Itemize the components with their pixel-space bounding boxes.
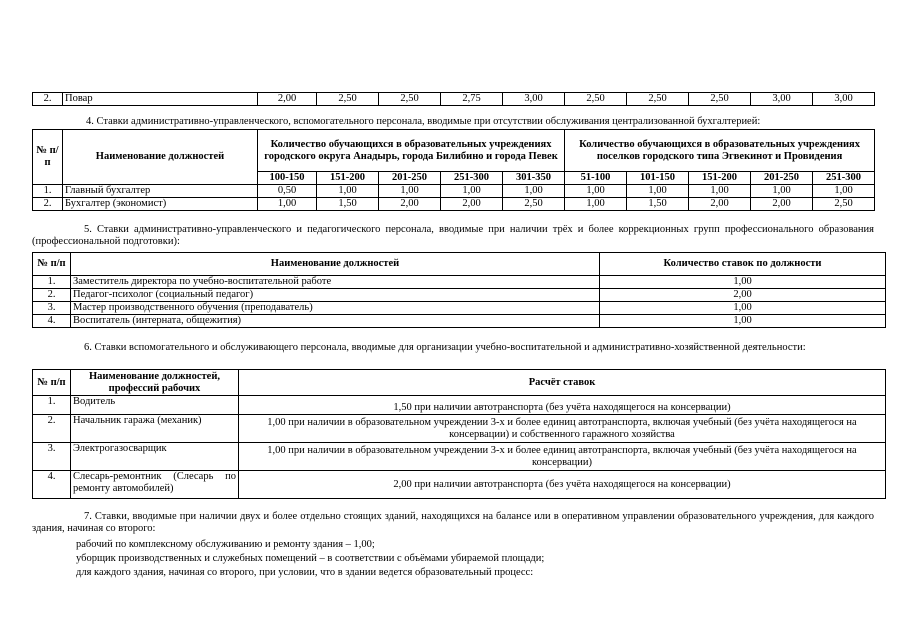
row-number: 4.: [33, 471, 71, 499]
rate-cell: 2,50: [689, 93, 751, 106]
rate-cell: 1,00: [379, 185, 441, 198]
header-range: 51-100: [565, 172, 627, 185]
header-group-city: Количество обучающихся в образовательных учреждениях городского округа Анадырь, города Билибино и города Певек: [258, 130, 565, 172]
position-name: Воспитатель (интерната, общежития): [71, 315, 600, 328]
header-range: 151-200: [689, 172, 751, 185]
row-number: 2.: [33, 93, 63, 106]
table-accounting-staff: [32, 129, 875, 211]
rate-cell: 1,00: [813, 185, 875, 198]
header-range: 151-200: [317, 172, 379, 185]
header-range: 251-300: [441, 172, 503, 185]
position-name: Электрогазосварщик: [71, 443, 239, 471]
rate-cell: 1,00: [751, 185, 813, 198]
row-number: 3.: [33, 302, 71, 315]
rate-cell: 2,50: [317, 93, 379, 106]
header-quantity: Количество ставок по должности: [600, 253, 886, 276]
header-position: Наименование должностей, профессий рабочих: [71, 370, 239, 396]
position-name: Начальник гаража (механик): [71, 415, 239, 443]
rate-cell: 2,00: [258, 93, 317, 106]
calculation-cell: 1,00 при наличии в образовательном учреждении 3-х и более единиц автотранспорта, включая учебный (без учёта находящегося на консервации) и собственного гаражного хозяйства: [239, 415, 886, 443]
rate-cell: 3,00: [503, 93, 565, 106]
table-continued: [32, 92, 875, 106]
rate-cell: 2,00: [689, 198, 751, 211]
header-range: 201-250: [379, 172, 441, 185]
rate-cell: 2,75: [441, 93, 503, 106]
table-row: [33, 289, 886, 302]
header-range: 301-350: [503, 172, 565, 185]
calculation-cell: 1,50 при наличии автотранспорта (без учёта находящегося на консервации): [239, 396, 886, 415]
table-row: [33, 315, 886, 328]
row-number: 2.: [33, 415, 71, 443]
row-number: 1.: [33, 396, 71, 415]
rate-cell: 1,00: [258, 198, 317, 211]
table-row: [33, 185, 875, 198]
position-name: Повар: [63, 93, 258, 106]
quantity-cell: 1,00: [600, 276, 886, 289]
section-7-item: для каждого здания, начиная со второго, при условии, что в здании ведется образовательный процесс:: [76, 567, 534, 578]
row-number: 2.: [33, 289, 71, 302]
rate-cell: 2,50: [813, 198, 875, 211]
header-range: 201-250: [751, 172, 813, 185]
header-range: 100-150: [258, 172, 317, 185]
header-number: № п/п: [33, 370, 71, 396]
table-row: [33, 415, 886, 443]
rate-cell: 2,50: [565, 93, 627, 106]
table-header-row: [33, 370, 886, 396]
table-correction-groups: [32, 252, 886, 328]
rate-cell: 3,00: [751, 93, 813, 106]
rate-cell: 2,00: [379, 198, 441, 211]
table-header-row: [33, 253, 886, 276]
header-number: № п/п: [33, 253, 71, 276]
table-row: [33, 471, 886, 499]
section-7-item: уборщик производственных и служебных помещений – в соответствии с объёмами убираемой площади;: [76, 553, 545, 564]
table-row: [33, 396, 886, 415]
section-5-title: 5. Ставки административно-управленческого и педагогического персонала, вводимые при наличии трёх и более коррекционных групп профессионального образования (профессиональной подготовки):: [32, 224, 874, 247]
rate-cell: 2,50: [627, 93, 689, 106]
rate-cell: 2,50: [503, 198, 565, 211]
rate-cell: 1,00: [317, 185, 379, 198]
row-number: 1.: [33, 276, 71, 289]
rate-cell: 2,00: [441, 198, 503, 211]
header-position: Наименование должностей: [71, 253, 600, 276]
rate-cell: 1,50: [627, 198, 689, 211]
position-name: Главный бухгалтер: [63, 185, 258, 198]
calculation-cell: 2,00 при наличии автотранспорта (без учёта находящегося на консервации): [239, 471, 886, 499]
table-row: [33, 276, 886, 289]
rate-cell: 3,00: [813, 93, 875, 106]
header-range: 101-150: [627, 172, 689, 185]
rate-cell: 1,00: [503, 185, 565, 198]
rate-cell: 0,50: [258, 185, 317, 198]
table-row: [33, 443, 886, 471]
row-number: 4.: [33, 315, 71, 328]
position-name: Мастер производственного обучения (преподаватель): [71, 302, 600, 315]
section-6-title: 6. Ставки вспомогательного и обслуживающего персонала, вводимые для организации учебно-воспитательной и административно-хозяйственной деятельности:: [84, 342, 806, 353]
calculation-cell: 1,00 при наличии в образовательном учреждении 3-х и более единиц автотранспорта, включая учебный (без учёта находящегося на консервации): [239, 443, 886, 471]
table-row: [33, 93, 875, 106]
row-number: 1.: [33, 185, 63, 198]
quantity-cell: 2,00: [600, 289, 886, 302]
table-row: [33, 302, 886, 315]
rate-cell: 1,00: [689, 185, 751, 198]
rate-cell: 2,00: [751, 198, 813, 211]
header-group-settlements: Количество обучающихся в образовательных учреждениях поселков городского типа Эгвекинот и Провидения: [565, 130, 875, 172]
position-name: Педагог-психолог (социальный педагог): [71, 289, 600, 302]
quantity-cell: 1,00: [600, 302, 886, 315]
header-number: № п/п: [33, 130, 63, 185]
section-4-title: 4. Ставки административно-управленческого, вспомогательного персонала, вводимые при отсутствии обслуживания централизованной бухгалтерией:: [86, 116, 761, 127]
position-name: Заместитель директора по учебно-воспитательной работе: [71, 276, 600, 289]
rate-cell: 2,50: [379, 93, 441, 106]
header-range: 251-300: [813, 172, 875, 185]
table-header-row: [33, 130, 875, 172]
section-7-title: 7. Ставки, вводимые при наличии двух и более отдельно стоящих зданий, находящихся на балансе или в оперативном управлении образовательного учреждения, для каждого здания, начиная со второго:: [32, 511, 874, 534]
rate-cell: 1,00: [441, 185, 503, 198]
quantity-cell: 1,00: [600, 315, 886, 328]
section-7-item: рабочий по комплексному обслуживанию и ремонту здания – 1,00;: [76, 539, 375, 550]
row-number: 2.: [33, 198, 63, 211]
row-number: 3.: [33, 443, 71, 471]
position-name: Слесарь-ремонтник (Слесарь по ремонту автомобилей): [71, 471, 239, 499]
header-position: Наименование должностей: [63, 130, 258, 185]
rate-cell: 1,50: [317, 198, 379, 211]
position-name: Водитель: [71, 396, 239, 415]
rate-cell: 1,00: [565, 198, 627, 211]
rate-cell: 1,00: [627, 185, 689, 198]
position-name: Бухгалтер (экономист): [63, 198, 258, 211]
header-calculation: Расчёт ставок: [239, 370, 886, 396]
rate-cell: 1,00: [565, 185, 627, 198]
table-service-staff: [32, 369, 886, 499]
table-row: [33, 198, 875, 211]
